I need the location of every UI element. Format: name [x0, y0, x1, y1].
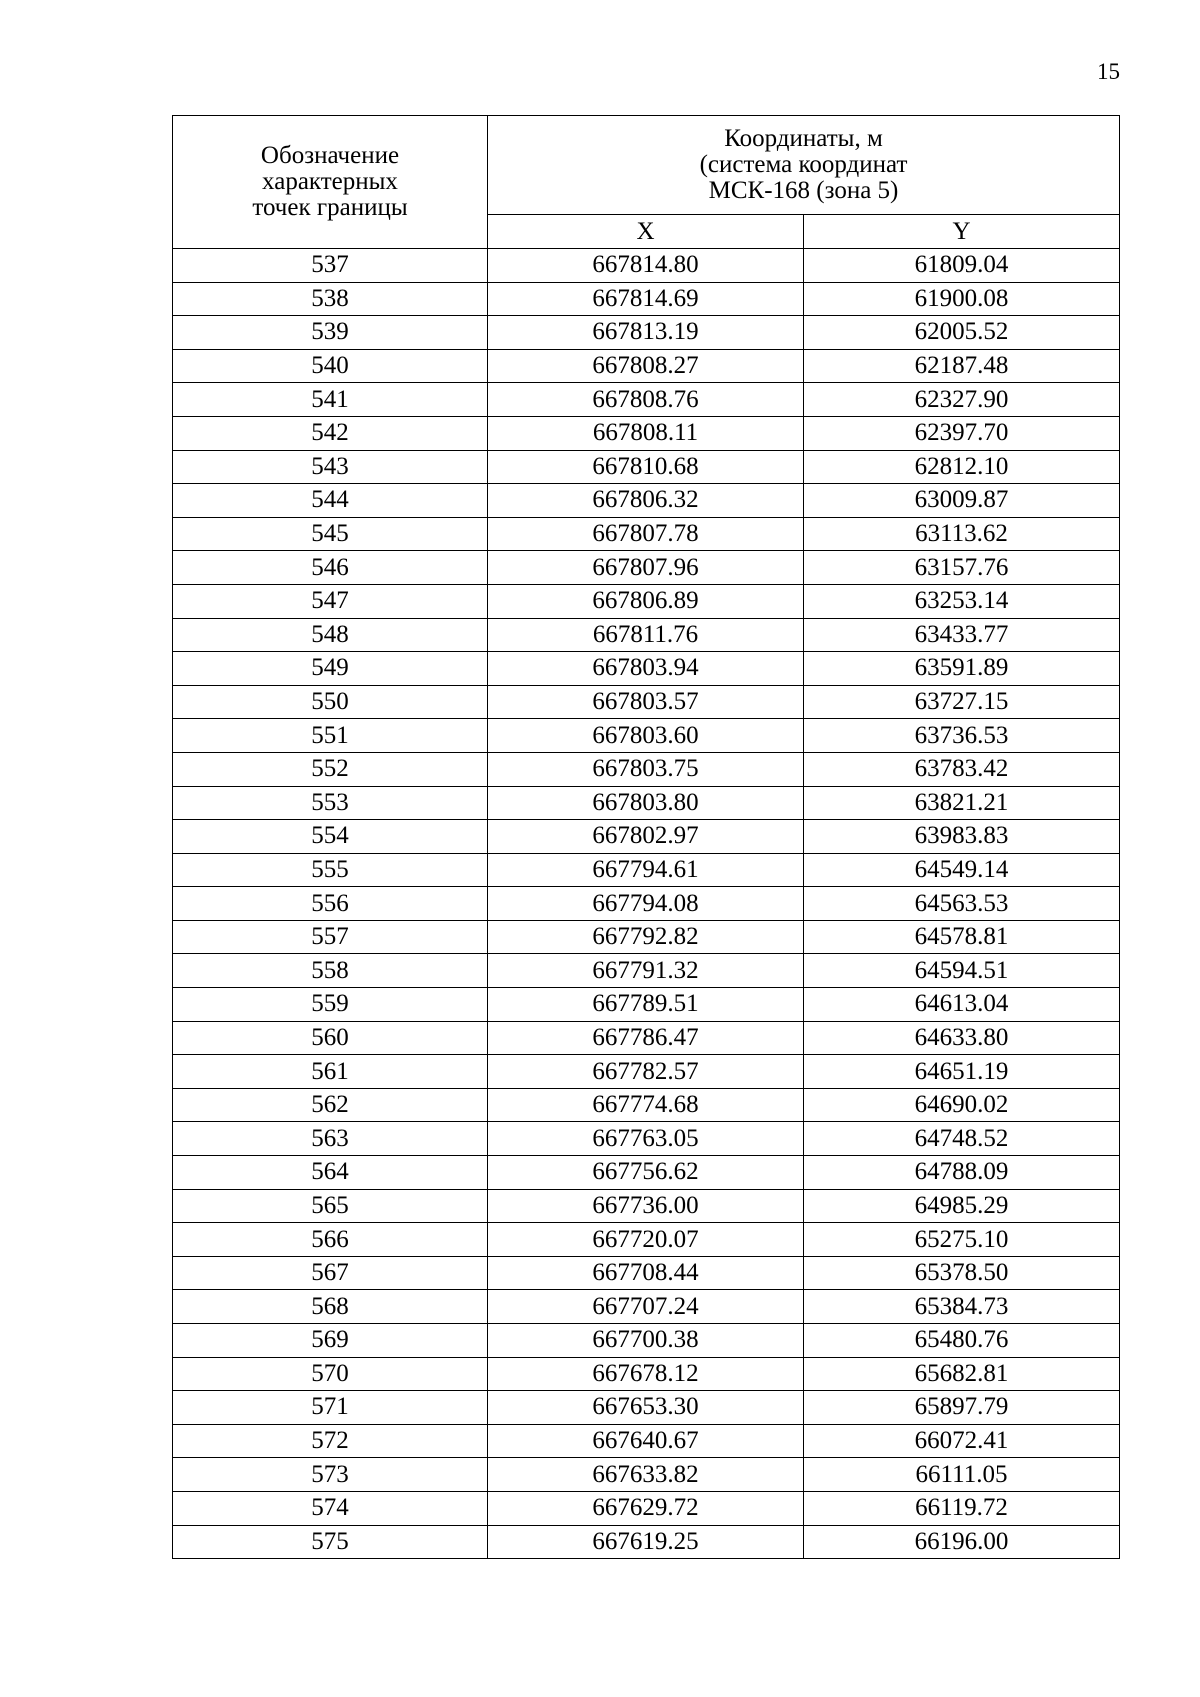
x-coordinate-cell: 667678.12: [488, 1357, 804, 1391]
x-coordinate-cell: 667802.97: [488, 820, 804, 854]
coords-header-line: (система координат: [699, 151, 908, 179]
x-coordinate-cell: 667763.05: [488, 1122, 804, 1156]
x-coordinate-cell: 667791.32: [488, 954, 804, 988]
table-row: [173, 1223, 1120, 1257]
x-coordinate-cell: 667794.08: [488, 887, 804, 921]
point-cell: 544: [173, 484, 488, 518]
x-coordinate-cell: 667619.25: [488, 1525, 804, 1559]
x-coordinate-cell: 667736.00: [488, 1189, 804, 1223]
x-column-header: X: [488, 215, 804, 249]
x-coordinate-cell: 667786.47: [488, 1021, 804, 1055]
page-number: 15: [1097, 59, 1120, 84]
point-cell: 539: [173, 316, 488, 350]
table-row: [173, 316, 1120, 350]
point-cell: 566: [173, 1223, 488, 1257]
table-row: [173, 1491, 1120, 1525]
x-coordinate-cell: 667803.57: [488, 685, 804, 719]
point-header-line: характерных: [262, 168, 398, 195]
y-coordinate-cell: 62187.48: [804, 349, 1120, 383]
table-row: [173, 752, 1120, 786]
table-row: [173, 282, 1120, 316]
point-cell: 548: [173, 618, 488, 652]
table-row: [173, 1357, 1120, 1391]
y-coordinate-cell: 64563.53: [804, 887, 1120, 921]
table-row: [173, 652, 1120, 686]
y-coordinate-cell: 66111.05: [804, 1458, 1120, 1492]
point-header-line: точек границы: [252, 194, 408, 221]
y-coordinate-cell: 65275.10: [804, 1223, 1120, 1257]
point-cell: 554: [173, 820, 488, 854]
y-coordinate-cell: 64578.81: [804, 920, 1120, 954]
coords-header-line: Координаты, м: [724, 125, 883, 153]
coordinates-table: [172, 115, 1120, 1559]
y-coordinate-cell: 64748.52: [804, 1122, 1120, 1156]
table-row: [173, 551, 1120, 585]
y-coordinate-cell: 64549.14: [804, 853, 1120, 887]
point-column-header: [173, 116, 488, 249]
point-cell: 573: [173, 1458, 488, 1492]
point-cell: 571: [173, 1391, 488, 1425]
point-cell: 538: [173, 282, 488, 316]
y-coordinate-cell: 64651.19: [804, 1055, 1120, 1089]
x-coordinate-cell: 667808.76: [488, 383, 804, 417]
x-coordinate-cell: 667803.80: [488, 786, 804, 820]
table-row: [173, 1324, 1120, 1358]
y-coordinate-cell: 63157.76: [804, 551, 1120, 585]
x-coordinate-cell: 667633.82: [488, 1458, 804, 1492]
table-row: [173, 1525, 1120, 1559]
table-row: [173, 1256, 1120, 1290]
y-column-header: Y: [804, 215, 1120, 249]
table-row: [173, 719, 1120, 753]
point-cell: 562: [173, 1088, 488, 1122]
x-coordinate-cell: 667792.82: [488, 920, 804, 954]
y-coordinate-cell: 63433.77: [804, 618, 1120, 652]
point-cell: 564: [173, 1156, 488, 1190]
y-coordinate-cell: 64985.29: [804, 1189, 1120, 1223]
y-coordinate-cell: 63983.83: [804, 820, 1120, 854]
point-cell: 556: [173, 887, 488, 921]
table-row: [173, 416, 1120, 450]
table-row: [173, 383, 1120, 417]
point-cell: 569: [173, 1324, 488, 1358]
point-cell: 550: [173, 685, 488, 719]
x-coordinate-cell: 667789.51: [488, 988, 804, 1022]
y-coordinate-cell: 62327.90: [804, 383, 1120, 417]
table-row: [173, 920, 1120, 954]
point-cell: 557: [173, 920, 488, 954]
y-coordinate-cell: 63821.21: [804, 786, 1120, 820]
y-coordinate-cell: 63727.15: [804, 685, 1120, 719]
point-cell: 543: [173, 450, 488, 484]
x-coordinate-cell: 667806.89: [488, 584, 804, 618]
point-cell: 563: [173, 1122, 488, 1156]
point-cell: 541: [173, 383, 488, 417]
x-coordinate-cell: 667700.38: [488, 1324, 804, 1358]
table-row: [173, 685, 1120, 719]
table-row: [173, 988, 1120, 1022]
y-coordinate-cell: 63009.87: [804, 484, 1120, 518]
x-coordinate-cell: 667756.62: [488, 1156, 804, 1190]
x-coordinate-cell: 667814.69: [488, 282, 804, 316]
y-coordinate-cell: 64633.80: [804, 1021, 1120, 1055]
table-header: [173, 116, 1120, 249]
point-cell: 537: [173, 249, 488, 283]
table-row: [173, 853, 1120, 887]
table-row: [173, 618, 1120, 652]
point-cell: 570: [173, 1357, 488, 1391]
coords-header-line: МСК-168 (зона 5): [708, 177, 899, 205]
x-coordinate-cell: 667640.67: [488, 1424, 804, 1458]
table-row: [173, 584, 1120, 618]
y-coordinate-cell: 62812.10: [804, 450, 1120, 484]
table-row: [173, 450, 1120, 484]
x-coordinate-cell: 667808.27: [488, 349, 804, 383]
y-coordinate-cell: 66196.00: [804, 1525, 1120, 1559]
point-header-line: Обозначение: [260, 142, 400, 169]
table-row: [173, 517, 1120, 551]
y-coordinate-cell: 61900.08: [804, 282, 1120, 316]
y-coordinate-cell: 63253.14: [804, 584, 1120, 618]
point-cell: 545: [173, 517, 488, 551]
table-row: [173, 349, 1120, 383]
table-row: [173, 887, 1120, 921]
table-row: [173, 1088, 1120, 1122]
table-row: [173, 1458, 1120, 1492]
point-cell: 572: [173, 1424, 488, 1458]
y-coordinate-cell: 65384.73: [804, 1290, 1120, 1324]
x-coordinate-cell: 667807.78: [488, 517, 804, 551]
x-coordinate-cell: 667811.76: [488, 618, 804, 652]
table-body: [173, 249, 1120, 1559]
table-row: [173, 1021, 1120, 1055]
x-coordinate-cell: 667808.11: [488, 416, 804, 450]
point-cell: 551: [173, 719, 488, 753]
x-coordinate-cell: 667653.30: [488, 1391, 804, 1425]
y-coordinate-cell: 66119.72: [804, 1491, 1120, 1525]
y-coordinate-cell: 66072.41: [804, 1424, 1120, 1458]
y-coordinate-cell: 61809.04: [804, 249, 1120, 283]
point-cell: 549: [173, 652, 488, 686]
x-coordinate-cell: 667803.94: [488, 652, 804, 686]
y-coordinate-cell: 64594.51: [804, 954, 1120, 988]
x-coordinate-cell: 667806.32: [488, 484, 804, 518]
x-coordinate-cell: 667782.57: [488, 1055, 804, 1089]
coordinates-column-header: [488, 116, 1120, 215]
x-coordinate-cell: 667803.60: [488, 719, 804, 753]
y-coordinate-cell: 64690.02: [804, 1088, 1120, 1122]
x-coordinate-cell: 667803.75: [488, 752, 804, 786]
y-coordinate-cell: 64613.04: [804, 988, 1120, 1022]
point-cell: 568: [173, 1290, 488, 1324]
point-cell: 552: [173, 752, 488, 786]
point-cell: 555: [173, 853, 488, 887]
point-cell: 553: [173, 786, 488, 820]
table-row: [173, 484, 1120, 518]
y-coordinate-cell: 65480.76: [804, 1324, 1120, 1358]
point-cell: 561: [173, 1055, 488, 1089]
table-row: [173, 1391, 1120, 1425]
point-cell: 567: [173, 1256, 488, 1290]
x-coordinate-cell: 667814.80: [488, 249, 804, 283]
table-row: [173, 954, 1120, 988]
y-coordinate-cell: 64788.09: [804, 1156, 1120, 1190]
point-cell: 540: [173, 349, 488, 383]
point-cell: 575: [173, 1525, 488, 1559]
x-coordinate-cell: 667629.72: [488, 1491, 804, 1525]
y-coordinate-cell: 65682.81: [804, 1357, 1120, 1391]
table-row: [173, 1122, 1120, 1156]
table-row: [173, 1424, 1120, 1458]
y-coordinate-cell: 63736.53: [804, 719, 1120, 753]
x-coordinate-cell: 667813.19: [488, 316, 804, 350]
y-coordinate-cell: 62005.52: [804, 316, 1120, 350]
table-row: [173, 820, 1120, 854]
point-cell: 565: [173, 1189, 488, 1223]
table-row: [173, 1055, 1120, 1089]
y-coordinate-cell: 63783.42: [804, 752, 1120, 786]
point-cell: 558: [173, 954, 488, 988]
x-coordinate-cell: 667774.68: [488, 1088, 804, 1122]
x-coordinate-cell: 667810.68: [488, 450, 804, 484]
header-row-top: [173, 116, 1120, 215]
point-cell: 574: [173, 1491, 488, 1525]
x-coordinate-cell: 667720.07: [488, 1223, 804, 1257]
point-cell: 546: [173, 551, 488, 585]
x-coordinate-cell: 667807.96: [488, 551, 804, 585]
table-row: [173, 786, 1120, 820]
point-cell: 547: [173, 584, 488, 618]
x-coordinate-cell: 667794.61: [488, 853, 804, 887]
y-coordinate-cell: 65378.50: [804, 1256, 1120, 1290]
point-cell: 559: [173, 988, 488, 1022]
point-cell: 542: [173, 416, 488, 450]
y-coordinate-cell: 63113.62: [804, 517, 1120, 551]
table-row: [173, 1156, 1120, 1190]
x-coordinate-cell: 667708.44: [488, 1256, 804, 1290]
table-row: [173, 249, 1120, 283]
y-coordinate-cell: 65897.79: [804, 1391, 1120, 1425]
table-row: [173, 1290, 1120, 1324]
table-row: [173, 1189, 1120, 1223]
point-cell: 560: [173, 1021, 488, 1055]
y-coordinate-cell: 63591.89: [804, 652, 1120, 686]
y-coordinate-cell: 62397.70: [804, 416, 1120, 450]
x-coordinate-cell: 667707.24: [488, 1290, 804, 1324]
